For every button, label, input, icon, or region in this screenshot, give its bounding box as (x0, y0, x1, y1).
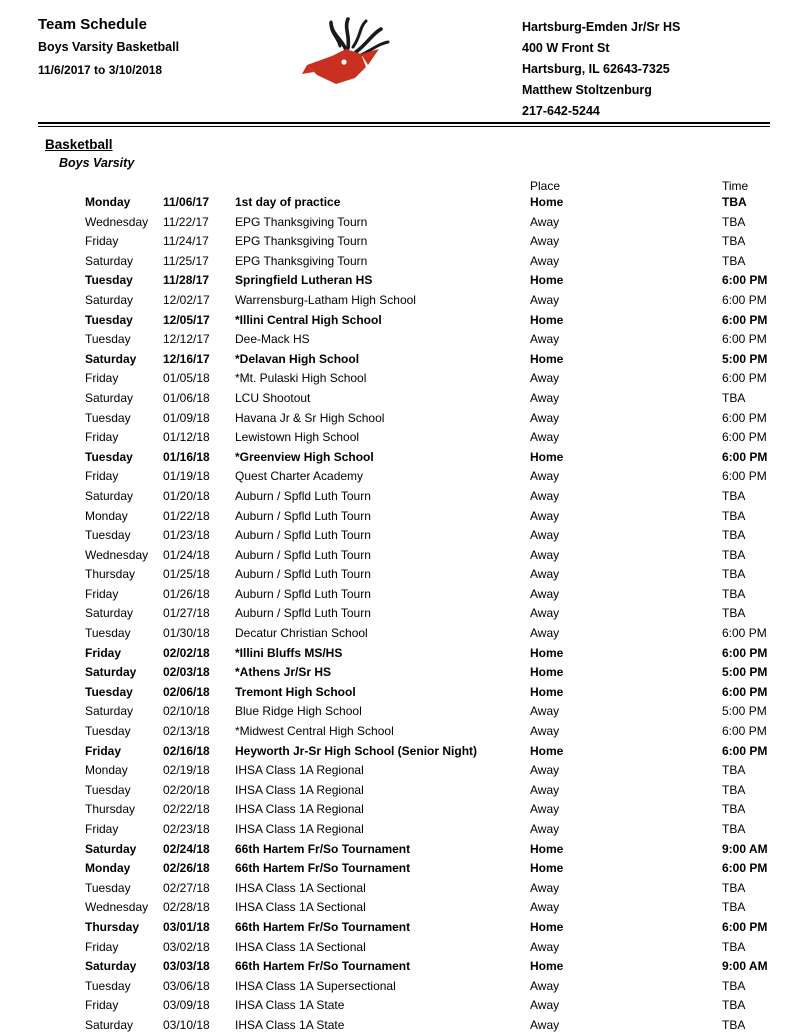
row-place: Home (530, 312, 564, 327)
doc-title: Team Schedule (38, 16, 147, 33)
row-date: 02/20/18 (163, 782, 210, 797)
row-place: Home (530, 684, 564, 699)
row-time: TBA (722, 234, 746, 249)
row-date: 02/03/18 (163, 665, 210, 680)
row-day: Friday (85, 430, 119, 445)
row-time: 6:00 PM (722, 430, 767, 445)
row-event: IHSA Class 1A State (235, 998, 345, 1013)
row-event: IHSA Class 1A Regional (235, 822, 364, 836)
row-date: 03/01/18 (163, 919, 210, 934)
page-header (38, 16, 770, 122)
row-day: Friday (85, 234, 119, 249)
row-place: Away (530, 253, 560, 268)
row-event: 66th Hartem Fr/So Tournament (235, 919, 411, 934)
row-time: TBA (722, 998, 746, 1013)
contact-phone: 217-642-5244 (522, 104, 600, 118)
row-day: Friday (85, 822, 119, 836)
time-column-header: Time (722, 179, 749, 193)
row-event: EPG Thanksgiving Tourn (235, 253, 368, 268)
row-date: 01/09/18 (163, 410, 210, 425)
row-place: Away (530, 704, 560, 719)
row-date: 11/24/17 (163, 234, 209, 249)
row-day: Wednesday (85, 214, 149, 229)
row-date: 01/27/18 (163, 606, 210, 621)
row-day: Tuesday (85, 724, 131, 739)
row-date: 12/02/17 (163, 292, 210, 307)
row-event: *Illini Central High School (235, 312, 382, 327)
stag-logo-svg (300, 16, 396, 96)
row-time: 6:00 PM (722, 919, 768, 934)
row-place: Away (530, 292, 560, 307)
row-date: 11/06/17 (163, 195, 210, 209)
row-date: 02/24/18 (163, 841, 210, 856)
row-time: TBA (722, 390, 746, 405)
row-date: 11/28/17 (163, 273, 210, 288)
row-day: Friday (85, 998, 119, 1013)
row-date: 12/05/17 (163, 312, 210, 327)
schedule-row (38, 585, 770, 605)
row-date: 01/30/18 (163, 626, 210, 641)
row-date: 02/06/18 (163, 684, 210, 699)
schedule-row (38, 683, 770, 703)
row-event: Auburn / Spfld Luth Tourn (235, 547, 371, 562)
row-event: Havana Jr & Sr High School (235, 410, 385, 425)
row-event: Lewistown High School (235, 430, 360, 445)
schedule-row (38, 820, 770, 840)
row-time: 6:00 PM (722, 684, 768, 699)
schedule-row (38, 879, 770, 899)
row-place: Away (530, 430, 560, 445)
row-time: TBA (722, 900, 746, 915)
row-event: 66th Hartem Fr/So Tournament (235, 959, 411, 974)
row-day: Saturday (85, 488, 134, 503)
row-time: TBA (722, 939, 746, 954)
row-time: 6:00 PM (722, 861, 768, 876)
row-day: Tuesday (85, 528, 131, 543)
row-time: TBA (722, 214, 746, 229)
schedule-row (38, 624, 770, 644)
row-place: Away (530, 822, 560, 836)
row-date: 12/12/17 (163, 332, 210, 347)
row-place: Away (530, 547, 560, 562)
row-day: Monday (85, 508, 128, 523)
row-place: Home (530, 195, 564, 209)
row-time: 6:00 PM (722, 273, 768, 288)
row-place: Away (530, 586, 560, 601)
row-day: Monday (85, 195, 131, 209)
row-event: Decatur Christian School (235, 626, 368, 641)
row-date: 02/02/18 (163, 645, 210, 660)
school-info (522, 17, 680, 122)
row-event: IHSA Class 1A Supersectional (235, 978, 396, 993)
row-date: 02/16/18 (163, 743, 210, 758)
row-day: Saturday (85, 841, 137, 856)
row-date: 02/26/18 (163, 861, 210, 876)
row-date: 02/27/18 (163, 880, 210, 895)
row-date: 02/19/18 (163, 763, 210, 778)
row-place: Home (530, 645, 564, 660)
row-event: IHSA Class 1A Sectional (235, 880, 366, 895)
row-time: 6:00 PM (722, 469, 767, 484)
row-time: 6:00 PM (722, 332, 767, 347)
row-day: Saturday (85, 606, 134, 621)
row-place: Home (530, 449, 564, 464)
row-event: *Delavan High School (235, 351, 360, 366)
row-event: Auburn / Spfld Luth Tourn (235, 586, 371, 601)
row-place: Home (530, 959, 564, 974)
row-day: Saturday (85, 704, 134, 719)
row-place: Home (530, 841, 564, 856)
row-event: Dee-Mack HS (235, 332, 310, 347)
row-place: Away (530, 939, 560, 954)
stag-head-shape (302, 49, 379, 84)
row-day: Monday (85, 861, 131, 876)
row-event: IHSA Class 1A Regional (235, 802, 364, 817)
event-column-header (235, 179, 530, 193)
row-place: Away (530, 410, 560, 425)
schedule-row (38, 722, 770, 742)
row-event: Tremont High School (235, 684, 356, 699)
sport-heading: Basketball (45, 137, 113, 152)
schedule-row (38, 232, 770, 252)
row-event: 66th Hartem Fr/So Tournament (235, 841, 411, 856)
row-date: 02/10/18 (163, 704, 210, 719)
row-date: 03/09/18 (163, 998, 210, 1013)
row-day: Tuesday (85, 273, 133, 288)
header-divider (38, 122, 770, 127)
row-date: 11/22/17 (163, 214, 209, 229)
schedule-row (38, 800, 770, 820)
row-day: Monday (85, 763, 128, 778)
schedule-row (38, 291, 770, 311)
row-date: 03/02/18 (163, 939, 210, 954)
row-date: 03/03/18 (163, 959, 210, 974)
row-time: 6:00 PM (722, 743, 768, 758)
row-date: 03/10/18 (163, 1017, 210, 1032)
row-time: 6:00 PM (722, 410, 767, 425)
row-event: IHSA Class 1A Sectional (235, 939, 366, 954)
row-day: Tuesday (85, 410, 131, 425)
row-time: 6:00 PM (722, 312, 768, 327)
row-place: Away (530, 606, 560, 621)
row-event: IHSA Class 1A Sectional (235, 900, 366, 915)
row-time: 6:00 PM (722, 724, 767, 739)
date-column-header (163, 179, 235, 193)
row-event: EPG Thanksgiving Tourn (235, 214, 368, 229)
row-event: Blue Ridge High School (235, 704, 362, 719)
day-column-header (85, 179, 163, 193)
schedule-row (38, 409, 770, 429)
row-day: Friday (85, 939, 119, 954)
schedule-rows (38, 193, 770, 1036)
doc-date-range: 11/6/2017 to 3/10/2018 (38, 63, 163, 77)
row-date: 01/05/18 (163, 371, 210, 386)
row-place: Away (530, 998, 560, 1013)
row-day: Saturday (85, 390, 134, 405)
row-event: IHSA Class 1A State (235, 1017, 345, 1032)
row-time: 9:00 AM (722, 959, 768, 974)
row-time: TBA (722, 1017, 746, 1032)
schedule-row (38, 271, 770, 291)
schedule-row (38, 604, 770, 624)
row-place: Away (530, 978, 560, 993)
row-time: 6:00 PM (722, 371, 767, 386)
row-date: 02/22/18 (163, 802, 210, 817)
row-date: 02/28/18 (163, 900, 210, 915)
row-day: Saturday (85, 1017, 134, 1032)
row-place: Away (530, 390, 560, 405)
schedule-row (38, 996, 770, 1016)
row-time: TBA (722, 802, 746, 817)
schedule-row (38, 859, 770, 879)
row-time: 6:00 PM (722, 645, 768, 660)
school-name: Hartsburg-Emden Jr/Sr HS (522, 20, 681, 34)
schedule-row (38, 448, 770, 468)
row-date: 12/16/17 (163, 351, 210, 366)
row-place: Away (530, 1017, 560, 1032)
row-day: Wednesday (85, 547, 149, 562)
schedule-row (38, 918, 770, 938)
schedule-row (38, 546, 770, 566)
row-place: Away (530, 528, 560, 543)
doc-subtitle: Boys Varsity Basketball (38, 40, 180, 54)
row-date: 01/19/18 (163, 469, 210, 484)
schedule-row (38, 507, 770, 527)
row-event: IHSA Class 1A Regional (235, 763, 364, 778)
row-day: Friday (85, 371, 119, 386)
school-address-line2: Hartsburg, IL 62643-7325 (522, 62, 670, 76)
row-time: TBA (722, 586, 746, 601)
row-date: 01/16/18 (163, 449, 210, 464)
schedule-row (38, 565, 770, 585)
row-time: 5:00 PM (722, 665, 768, 680)
row-event: 1st day of practice (235, 195, 341, 209)
row-day: Thursday (85, 802, 136, 817)
row-day: Thursday (85, 919, 140, 934)
schedule-row (38, 702, 770, 722)
row-day: Saturday (85, 351, 137, 366)
row-place: Away (530, 626, 560, 641)
row-event: LCU Shootout (235, 390, 311, 405)
row-time: TBA (722, 782, 746, 797)
row-time: TBA (722, 822, 746, 836)
row-date: 03/06/18 (163, 978, 210, 993)
row-place: Away (530, 724, 560, 739)
row-time: 6:00 PM (722, 449, 768, 464)
row-time: TBA (722, 978, 746, 993)
row-place: Away (530, 567, 560, 582)
row-event: Springfield Lutheran HS (235, 273, 373, 288)
row-time: TBA (722, 195, 747, 209)
row-time: TBA (722, 567, 746, 582)
row-day: Tuesday (85, 626, 131, 641)
team-heading: Boys Varsity (59, 156, 135, 170)
schedule-row (38, 938, 770, 958)
row-date: 02/23/18 (163, 822, 210, 836)
row-date: 01/06/18 (163, 390, 210, 405)
stag-mascot-icon (300, 16, 396, 96)
row-date: 01/23/18 (163, 528, 210, 543)
school-address-line1: 400 W Front St (522, 41, 610, 55)
row-place: Home (530, 665, 564, 680)
schedule-row (38, 742, 770, 762)
schedule-row (38, 644, 770, 664)
schedule-row (38, 252, 770, 272)
row-time: TBA (722, 547, 746, 562)
row-day: Tuesday (85, 782, 131, 797)
row-event: *Illini Bluffs MS/HS (235, 645, 343, 660)
row-place: Away (530, 782, 560, 797)
row-day: Saturday (85, 665, 137, 680)
place-column-header: Place (530, 179, 561, 193)
schedule-row (38, 840, 770, 860)
schedule-row (38, 311, 770, 331)
row-place: Away (530, 900, 560, 915)
row-time: TBA (722, 528, 746, 543)
schedule-row (38, 428, 770, 448)
schedule-row (38, 761, 770, 781)
row-event: Warrensburg-Latham High School (235, 292, 416, 307)
row-day: Tuesday (85, 684, 133, 699)
row-event: *Greenview High School (235, 449, 374, 464)
row-place: Home (530, 273, 564, 288)
row-event: IHSA Class 1A Regional (235, 782, 364, 797)
row-day: Thursday (85, 567, 136, 582)
row-time: 5:00 PM (722, 351, 768, 366)
row-day: Tuesday (85, 312, 133, 327)
schedule-row (38, 487, 770, 507)
row-place: Away (530, 508, 560, 523)
schedule-row (38, 663, 770, 683)
row-place: Home (530, 351, 564, 366)
row-place: Home (530, 861, 564, 876)
row-event: Auburn / Spfld Luth Tourn (235, 606, 371, 621)
schedule-row (38, 977, 770, 997)
schedule-row (38, 330, 770, 350)
row-time: TBA (722, 880, 746, 895)
row-day: Saturday (85, 253, 134, 268)
row-date: 01/26/18 (163, 586, 210, 601)
row-place: Away (530, 332, 560, 347)
row-day: Wednesday (85, 900, 149, 915)
row-date: 01/20/18 (163, 488, 210, 503)
row-date: 01/22/18 (163, 508, 210, 523)
row-place: Away (530, 488, 560, 503)
row-event: Auburn / Spfld Luth Tourn (235, 567, 371, 582)
row-day: Tuesday (85, 978, 131, 993)
schedule-row (38, 369, 770, 389)
row-day: Tuesday (85, 449, 133, 464)
row-time: TBA (722, 253, 746, 268)
row-day: Friday (85, 469, 119, 484)
row-event: Auburn / Spfld Luth Tourn (235, 528, 371, 543)
row-place: Away (530, 234, 560, 249)
row-time: 6:00 PM (722, 626, 767, 641)
row-event: 66th Hartem Fr/So Tournament (235, 861, 411, 876)
schedule-row (38, 781, 770, 801)
stag-eye (341, 59, 346, 64)
schedule-row (38, 898, 770, 918)
schedule-row (38, 389, 770, 409)
row-event: Heyworth Jr-Sr High School (Senior Night) (235, 743, 478, 758)
row-place: Away (530, 802, 560, 817)
row-day: Saturday (85, 292, 134, 307)
schedule-row (38, 526, 770, 546)
row-time: 5:00 PM (722, 704, 767, 719)
row-place: Home (530, 743, 564, 758)
schedule-row (38, 467, 770, 487)
row-event: Auburn / Spfld Luth Tourn (235, 488, 371, 503)
row-event: EPG Thanksgiving Tourn (235, 234, 368, 249)
row-date: 01/25/18 (163, 567, 210, 582)
row-day: Friday (85, 743, 122, 758)
schedule-row (38, 1016, 770, 1036)
row-day: Saturday (85, 959, 137, 974)
antlers-shape (331, 19, 388, 56)
row-day: Friday (85, 586, 119, 601)
row-place: Away (530, 763, 560, 778)
row-day: Friday (85, 645, 122, 660)
row-date: 02/13/18 (163, 724, 210, 739)
row-date: 01/24/18 (163, 547, 210, 562)
schedule-row (38, 213, 770, 233)
schedule-row (38, 957, 770, 977)
row-time: TBA (722, 488, 746, 503)
row-time: TBA (722, 508, 746, 523)
row-time: 6:00 PM (722, 292, 767, 307)
row-event: Auburn / Spfld Luth Tourn (235, 508, 371, 523)
row-date: 01/12/18 (163, 430, 210, 445)
row-place: Home (530, 919, 564, 934)
row-time: TBA (722, 763, 746, 778)
row-day: Tuesday (85, 332, 131, 347)
row-event: *Mt. Pulaski High School (235, 371, 367, 386)
row-day: Tuesday (85, 880, 131, 895)
schedule-row (38, 193, 770, 213)
row-time: 9:00 AM (722, 841, 768, 856)
table-header-row (38, 179, 770, 193)
row-place: Away (530, 469, 560, 484)
row-event: *Athens Jr/Sr HS (235, 665, 332, 680)
row-event: *Midwest Central High School (235, 724, 394, 739)
row-place: Away (530, 214, 560, 229)
row-time: TBA (722, 606, 746, 621)
row-date: 11/25/17 (163, 253, 209, 268)
row-place: Away (530, 371, 560, 386)
schedule-row (38, 350, 770, 370)
row-place: Away (530, 880, 560, 895)
row-event: Quest Charter Academy (235, 469, 364, 484)
contact-name: Matthew Stoltzenburg (522, 83, 652, 97)
